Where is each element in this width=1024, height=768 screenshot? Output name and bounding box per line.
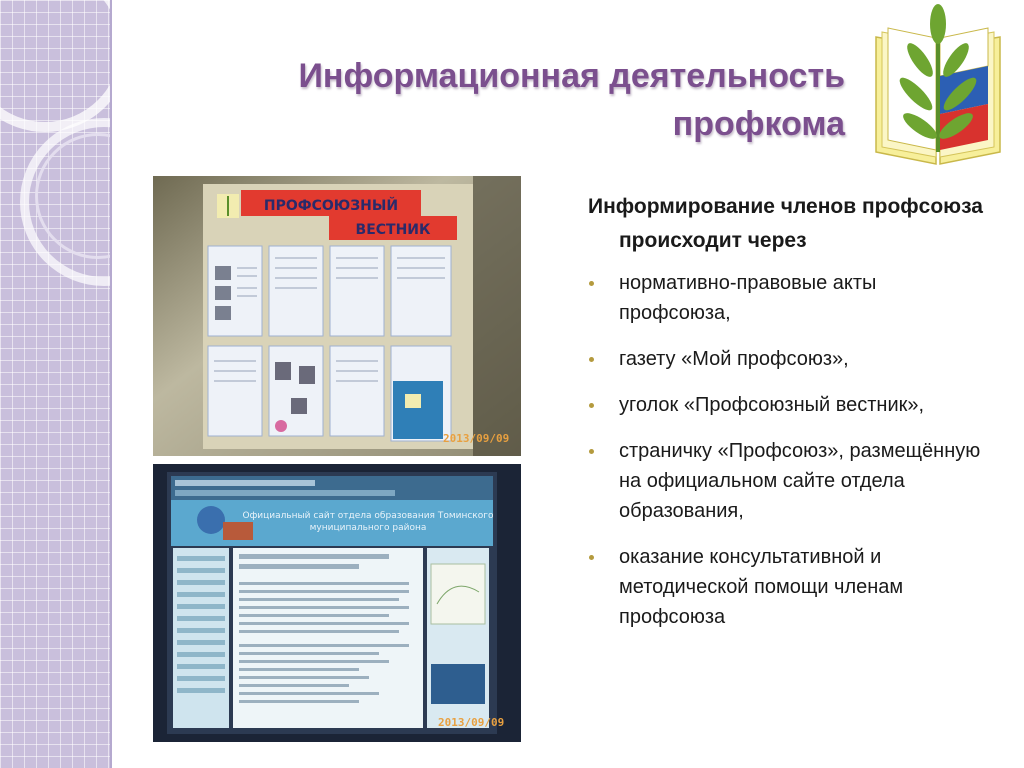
lead-text: Информирование членов профсоюза происходит через bbox=[588, 195, 983, 252]
notice-board-photo bbox=[153, 176, 521, 456]
list-item bbox=[588, 268, 988, 328]
decorative-side-strip bbox=[0, 0, 112, 768]
bullet-dot bbox=[589, 449, 594, 454]
list-item-text: уголок «Профсоюзный вестник», bbox=[619, 394, 925, 416]
slide-title-line1: Информационная деятельность bbox=[298, 57, 845, 95]
list-item-text: газету «Мой профсоюз», bbox=[619, 348, 849, 370]
decorative-ring bbox=[0, 0, 112, 132]
list-item bbox=[588, 344, 988, 374]
list-item bbox=[588, 436, 988, 526]
website-photo-date-stamp: 2013/09/09 bbox=[438, 716, 505, 729]
bullet-dot bbox=[589, 555, 594, 560]
website-heading-line2: муниципального района bbox=[309, 523, 427, 533]
board-heading-line1: ПРОФСОЮЗНЫЙ bbox=[263, 198, 399, 214]
website-photo bbox=[153, 464, 521, 742]
board-heading-line2: ВЕСТНИК bbox=[355, 222, 431, 238]
board-photo-date-stamp: 2013/09/09 bbox=[443, 432, 510, 445]
list-item-text: страничку «Профсоюз», размещённую на официальном сайте отдела образования, bbox=[619, 440, 981, 522]
bullet-dot bbox=[589, 357, 594, 362]
trade-union-logo bbox=[868, 2, 1008, 167]
list-item-text: нормативно-правовые акты профсоюза, bbox=[619, 272, 877, 324]
bullet-dot bbox=[589, 281, 594, 286]
bullet-dot bbox=[589, 403, 594, 408]
slide-title bbox=[240, 52, 845, 148]
slide-content bbox=[588, 190, 988, 648]
slide-title-line2: профкома bbox=[672, 105, 845, 143]
list-item bbox=[588, 390, 988, 420]
website-heading-line1: Официальный сайт отдела образования Томинского bbox=[242, 511, 494, 521]
list-item bbox=[588, 542, 988, 632]
bullet-list bbox=[588, 268, 988, 632]
list-item-text: оказание консультативной и методической помощи членам профсоюза bbox=[619, 546, 904, 628]
